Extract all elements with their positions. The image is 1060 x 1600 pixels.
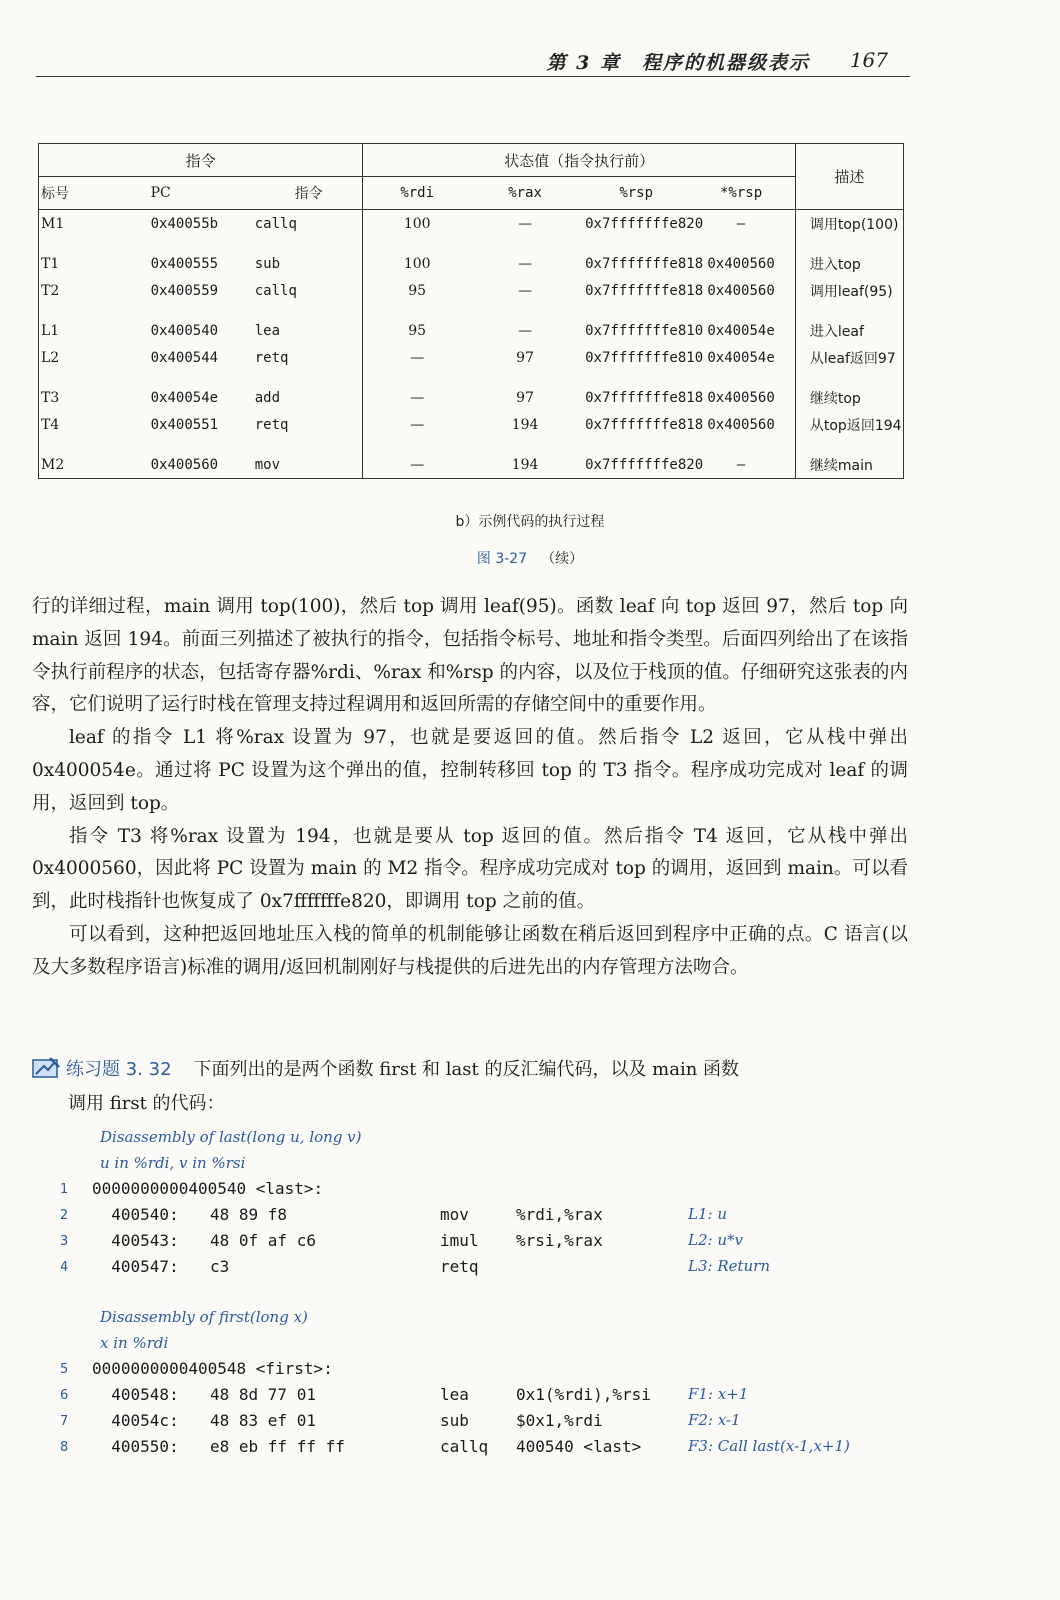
line-number: 2 bbox=[60, 1208, 69, 1223]
exercise-title: 练习题 3. 32 bbox=[66, 1059, 172, 1080]
row-description: 继续main bbox=[809, 457, 873, 474]
group-header-description: 描述 bbox=[795, 144, 903, 210]
row-star-rsp: 0x400560 bbox=[687, 411, 795, 438]
code-operands: %rsi,%rax bbox=[516, 1231, 603, 1250]
body-text bbox=[32, 591, 908, 985]
row-rdi: 95 bbox=[408, 322, 427, 339]
row-instruction: callq bbox=[255, 210, 363, 238]
row-description: 调用top(100) bbox=[809, 216, 899, 233]
code-comment: x in %rdi bbox=[100, 1334, 169, 1352]
row-description: 继续top bbox=[809, 390, 861, 407]
line-number: 1 bbox=[60, 1182, 69, 1197]
row-instruction: sub bbox=[255, 250, 363, 277]
col-header-label: 标号 bbox=[39, 177, 147, 210]
code-address: 400543: bbox=[92, 1231, 179, 1250]
paragraph-2: leaf 的指令 L1 将%rax 设置为 97，也就是要返回的值。然后指令 L2 返回，它从栈中弹出 0x400054e。通过将 PC 设置为这个弹出的值，控制转移回 top 的 T3 指令。程序成功完成对 leaf 的调用，返回到 top。 bbox=[32, 727, 908, 814]
figure-continued: （续） bbox=[541, 551, 584, 567]
code-operands: $0x1,%rdi bbox=[516, 1411, 603, 1430]
row-rax: — bbox=[518, 255, 533, 272]
row-instruction: mov bbox=[255, 451, 363, 479]
code-opcode: imul bbox=[440, 1231, 479, 1250]
code-operands: %rdi,%rax bbox=[516, 1205, 603, 1224]
exercise-text-line1: 下面列出的是两个函数 first 和 last 的反汇编代码，以及 main 函数 bbox=[193, 1059, 740, 1080]
code-line bbox=[48, 1205, 928, 1230]
code-line bbox=[48, 1257, 928, 1282]
row-instruction: add bbox=[255, 384, 363, 411]
code-line bbox=[48, 1411, 928, 1436]
row-rsp: 0x7fffffffe818 bbox=[585, 416, 704, 433]
col-header-rdi: %rdi bbox=[363, 177, 471, 210]
row-pc: 0x40054e bbox=[150, 389, 219, 406]
row-rax: — bbox=[518, 215, 533, 232]
row-description: 进入leaf bbox=[809, 323, 864, 340]
paragraph-3: 指令 T3 将%rax 设置为 194，也就是要从 top 返回的值。然后指令 T4 返回，它从栈中弹出 0x4000560，因此将 PC 设置为 main 的 M2 指令。程序成功完成对 top 的调用，返回到 main。可以看到，此时栈指针也恢复成了 0x7fffffffe820，即调用 top 之前的值。 bbox=[32, 825, 908, 913]
code-line bbox=[48, 1179, 928, 1204]
row-pc: 0x400540 bbox=[150, 322, 219, 339]
figure-caption bbox=[0, 548, 1060, 568]
row-rdi: — bbox=[410, 349, 425, 366]
code-bytes: e8 eb ff ff ff bbox=[210, 1437, 345, 1456]
row-rax: 97 bbox=[516, 349, 534, 366]
row-label: M1 bbox=[41, 215, 65, 232]
code-comment: F3: Call last(x-1,x+1) bbox=[688, 1437, 850, 1455]
row-rsp: 0x7fffffffe810 bbox=[585, 349, 704, 366]
col-header-rax: %rax bbox=[471, 177, 579, 210]
row-rsp: 0x7fffffffe820 bbox=[585, 456, 704, 473]
row-description: 从leaf返回97 bbox=[809, 350, 896, 367]
row-rdi: 95 bbox=[408, 282, 427, 299]
page-number: 167 bbox=[849, 48, 888, 72]
line-number: 8 bbox=[60, 1440, 69, 1455]
row-instruction: retq bbox=[255, 411, 363, 438]
code-line bbox=[48, 1385, 928, 1410]
row-star-rsp: — bbox=[687, 210, 795, 238]
row-pc: 0x400559 bbox=[150, 282, 219, 299]
code-operands: 0x1(%rdi),%rsi bbox=[516, 1385, 651, 1404]
row-star-rsp: — bbox=[687, 451, 795, 479]
group-header-instruction: 指令 bbox=[39, 144, 363, 177]
table-row bbox=[39, 384, 904, 411]
table-row bbox=[39, 210, 904, 238]
col-header-star-rsp: *%rsp bbox=[687, 177, 795, 210]
paragraph-1: 行的详细过程，main 调用 top(100)，然后 top 调用 leaf(95)。函数 leaf 向 top 返回 97，然后 top 向 main 返回 194。前面三列描述了被执行的指令，包括指令标号、地址和指令类型。后面四列给出了在该指令执行前程序的状态，包括寄存器%rdi、%rax 和%rsp 的内容，以及位于栈顶的值。仔细研究这张表的内容，它们说明了运行时栈在管理支持过程调用和返回所需的存储空间中的重要作用。 bbox=[32, 596, 908, 716]
exercise-block bbox=[32, 1053, 908, 1121]
code-address: 400540: bbox=[92, 1205, 179, 1224]
execution-table bbox=[38, 143, 904, 479]
code-line bbox=[48, 1359, 928, 1384]
row-label: T1 bbox=[41, 255, 60, 272]
col-header-instruction: 指令 bbox=[255, 177, 363, 210]
row-rax: — bbox=[518, 322, 533, 339]
table-row bbox=[39, 317, 904, 344]
row-pc: 0x400544 bbox=[150, 349, 219, 366]
code-comment: L2: u*v bbox=[688, 1231, 743, 1249]
code-opcode: sub bbox=[440, 1411, 469, 1430]
row-rdi: — bbox=[410, 389, 425, 406]
code-address: 0000000000400540 <last>: bbox=[92, 1179, 324, 1198]
row-label: L1 bbox=[41, 322, 60, 339]
code-address: 40054c: bbox=[92, 1411, 179, 1430]
row-rdi: 100 bbox=[403, 255, 431, 272]
row-star-rsp: 0x400560 bbox=[687, 384, 795, 411]
page-header bbox=[36, 40, 910, 77]
table-subcaption: b）示例代码的执行过程 bbox=[455, 514, 605, 530]
col-header-pc: PC bbox=[147, 177, 255, 210]
row-star-rsp: 0x400560 bbox=[687, 250, 795, 277]
code-opcode: mov bbox=[440, 1205, 469, 1224]
chapter-title: 第 3 章 程序的机器级表示 bbox=[546, 52, 810, 74]
code-address: 400548: bbox=[92, 1385, 179, 1404]
code-opcode: retq bbox=[440, 1257, 479, 1276]
row-description: 从top返回194 bbox=[809, 417, 902, 434]
code-bytes: 48 8d 77 01 bbox=[210, 1385, 316, 1404]
row-instruction: retq bbox=[255, 344, 363, 371]
code-bytes: 48 89 f8 bbox=[210, 1205, 288, 1224]
row-label: L2 bbox=[41, 349, 60, 366]
row-label: T3 bbox=[41, 389, 60, 406]
row-description: 进入top bbox=[809, 256, 861, 273]
row-instruction: callq bbox=[255, 277, 363, 304]
code-opcode: lea bbox=[440, 1385, 469, 1404]
code-line bbox=[48, 1437, 928, 1462]
code-comment: F1: x+1 bbox=[688, 1385, 749, 1403]
row-star-rsp: 0x40054e bbox=[687, 344, 795, 371]
group-header-state: 状态值（指令执行前） bbox=[363, 144, 796, 177]
exercise-text-line2: 调用 first 的代码： bbox=[68, 1093, 225, 1114]
code-address: 400550: bbox=[92, 1437, 179, 1456]
row-pc: 0x40055b bbox=[150, 215, 219, 232]
row-label: M2 bbox=[41, 456, 65, 473]
line-number: 5 bbox=[60, 1362, 69, 1377]
code-comment: Disassembly of first(long x) bbox=[100, 1308, 308, 1326]
row-pc: 0x400560 bbox=[150, 456, 219, 473]
code-bytes: 48 83 ef 01 bbox=[210, 1411, 316, 1430]
code-comment: u in %rdi, v in %rsi bbox=[100, 1154, 246, 1172]
row-rsp: 0x7fffffffe818 bbox=[585, 282, 704, 299]
line-number: 4 bbox=[60, 1260, 69, 1275]
exercise-icon bbox=[32, 1057, 60, 1079]
table-row bbox=[39, 451, 904, 479]
row-rsp: 0x7fffffffe818 bbox=[585, 255, 704, 272]
code-line bbox=[48, 1231, 928, 1256]
row-rdi: 100 bbox=[403, 215, 431, 232]
col-header-rsp: %rsp bbox=[579, 177, 687, 210]
row-rax: — bbox=[518, 282, 533, 299]
row-rdi: — bbox=[410, 416, 425, 433]
code-address: 400547: bbox=[92, 1257, 179, 1276]
row-rdi: — bbox=[410, 456, 425, 473]
row-star-rsp: 0x40054e bbox=[687, 317, 795, 344]
row-label: T2 bbox=[41, 282, 60, 299]
code-operands: 400540 <last> bbox=[516, 1437, 642, 1456]
figure-number: 图 3-27 bbox=[476, 551, 528, 567]
code-bytes: c3 bbox=[210, 1257, 230, 1276]
row-rax: 194 bbox=[511, 456, 539, 473]
table-row bbox=[39, 277, 904, 304]
code-bytes: 48 0f af c6 bbox=[210, 1231, 316, 1250]
table-row bbox=[39, 411, 904, 438]
table-row bbox=[39, 250, 904, 277]
row-pc: 0x400555 bbox=[150, 255, 219, 272]
row-label: T4 bbox=[41, 416, 60, 433]
code-opcode: callq bbox=[440, 1437, 489, 1456]
code-address: 0000000000400548 <first>: bbox=[92, 1359, 333, 1378]
row-rax: 194 bbox=[511, 416, 539, 433]
table-row bbox=[39, 344, 904, 371]
line-number: 3 bbox=[60, 1234, 69, 1249]
code-comment: L1: u bbox=[688, 1205, 727, 1223]
code-comment: Disassembly of last(long u, long v) bbox=[100, 1128, 362, 1146]
line-number: 7 bbox=[60, 1414, 69, 1429]
row-star-rsp: 0x400560 bbox=[687, 277, 795, 304]
row-rsp: 0x7fffffffe820 bbox=[585, 215, 704, 232]
row-rax: 97 bbox=[516, 389, 534, 406]
paragraph-4: 可以看到，这种把返回地址压入栈的简单的机制能够让函数在稍后返回到程序中正确的点。C 语言(以及大多数程序语言)标准的调用/返回机制刚好与栈提供的后进先出的内存管理方法吻合。 bbox=[32, 923, 908, 978]
row-rsp: 0x7fffffffe818 bbox=[585, 389, 704, 406]
row-instruction: lea bbox=[255, 317, 363, 344]
row-rsp: 0x7fffffffe810 bbox=[585, 322, 704, 339]
line-number: 6 bbox=[60, 1388, 69, 1403]
row-pc: 0x400551 bbox=[150, 416, 219, 433]
row-description: 调用leaf(95) bbox=[809, 283, 893, 300]
code-comment: F2: x-1 bbox=[688, 1411, 741, 1429]
code-comment: L3: Return bbox=[688, 1257, 771, 1275]
